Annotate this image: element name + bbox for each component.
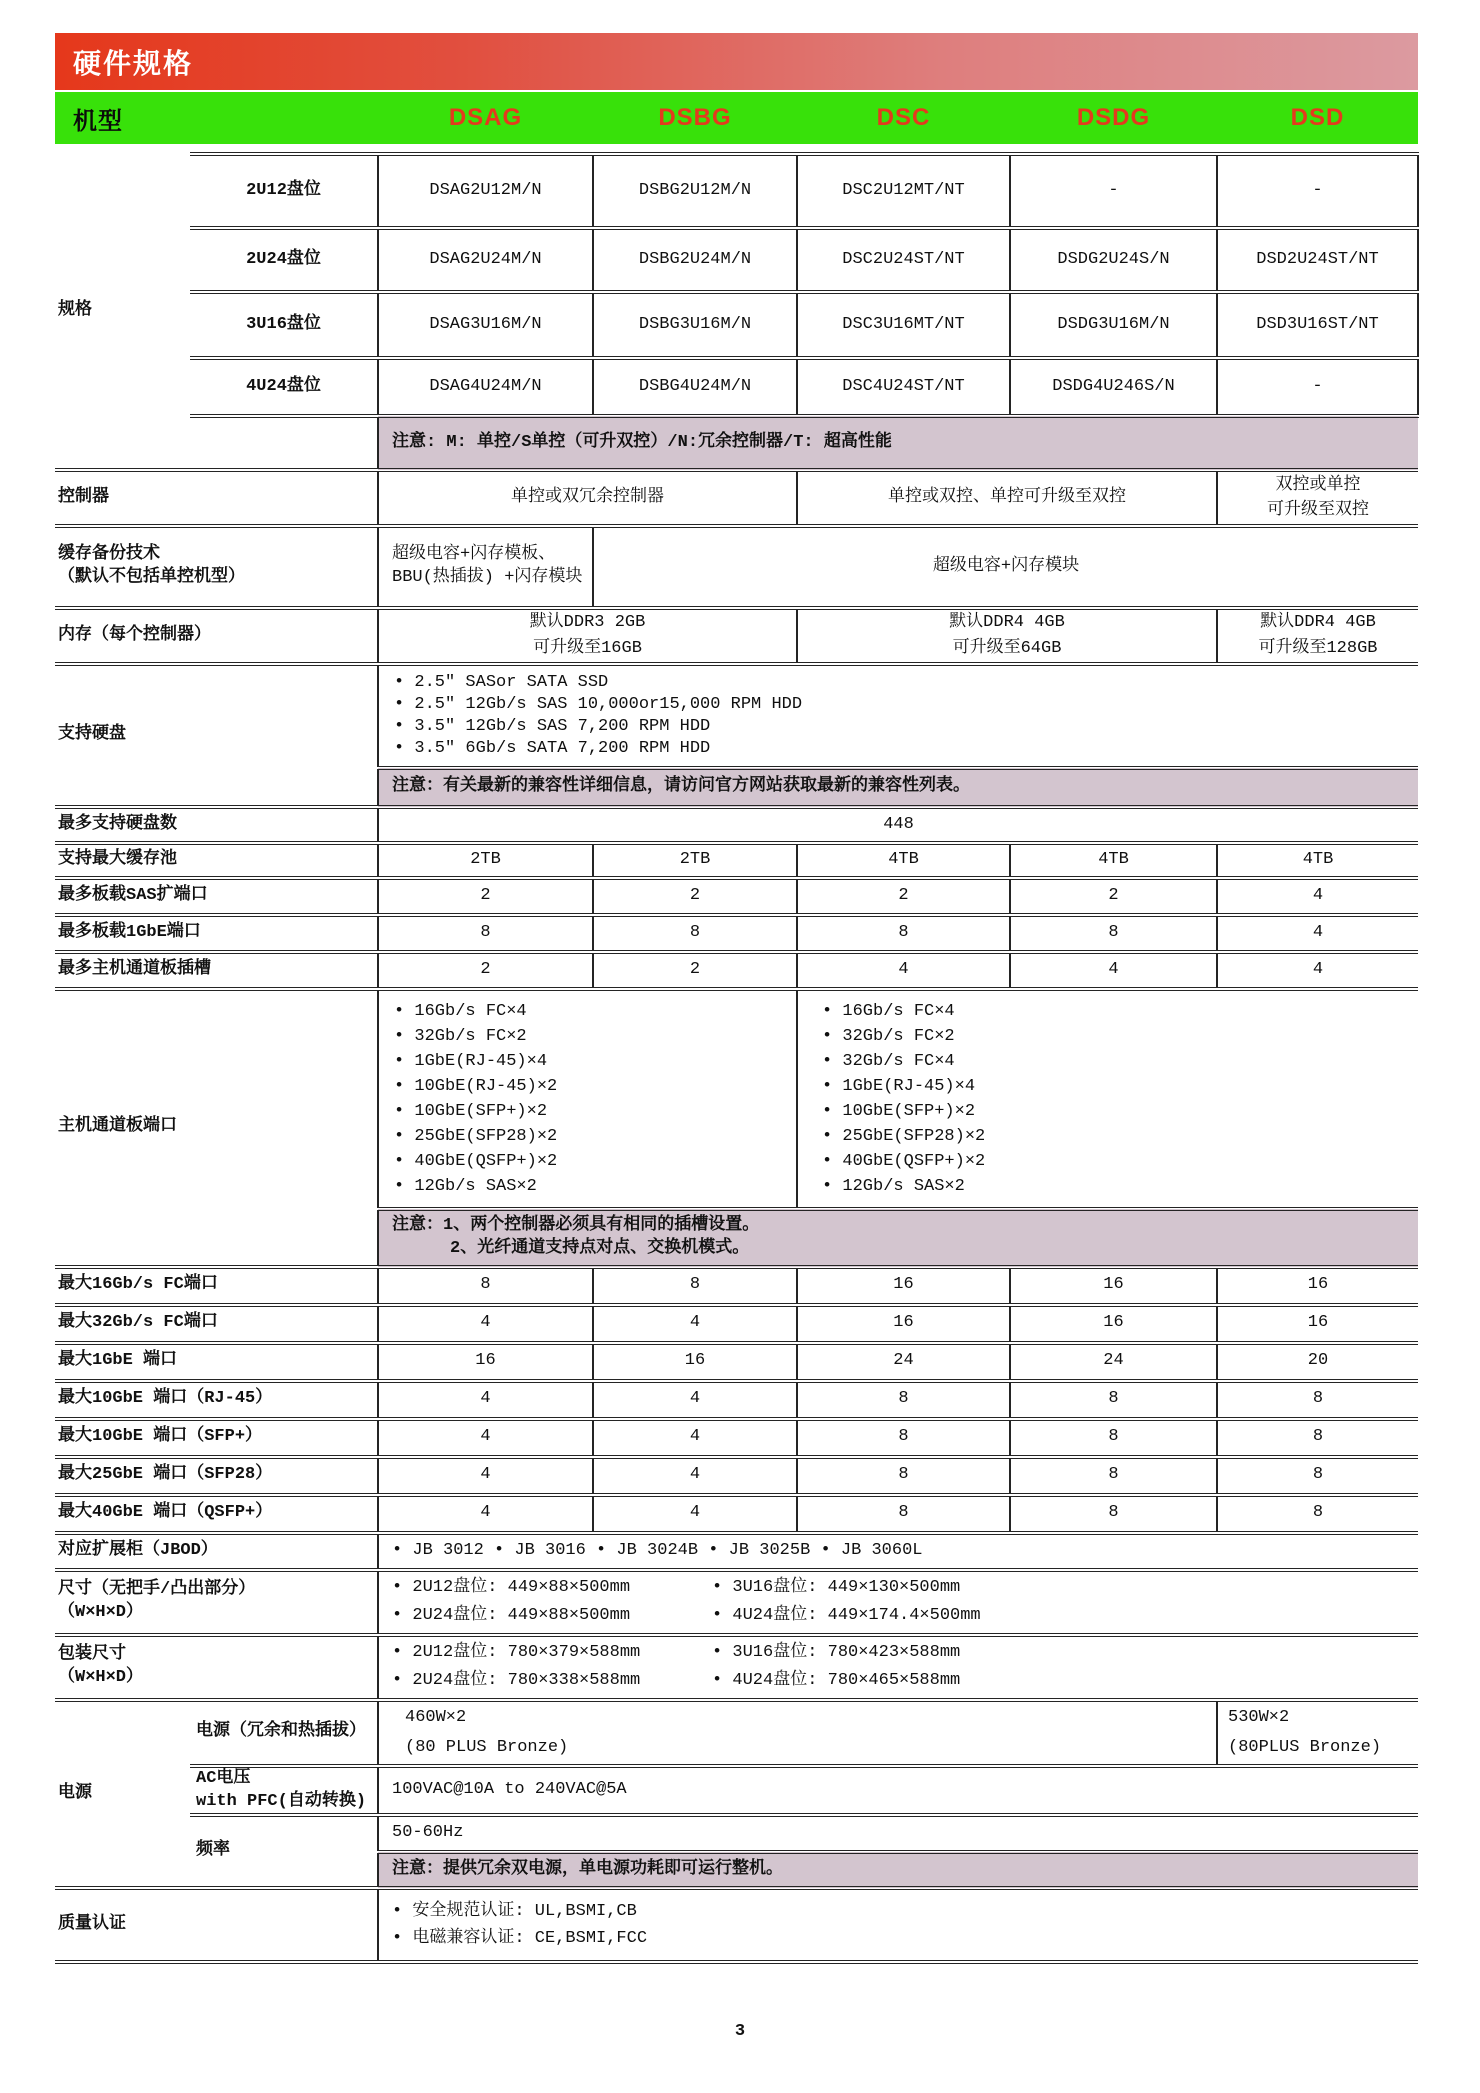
model-row-label: 机型	[73, 107, 123, 135]
table-row	[55, 1533, 1418, 1570]
value-cell: 8	[797, 1419, 1010, 1457]
packaging-item: • 2U12盘位: 780×379×588mm	[392, 1642, 641, 1662]
spec-cell: DSBG2U24M/N	[593, 228, 797, 292]
controller-cell: 单控或双冗余控制器	[378, 470, 797, 526]
spec-cell: -	[1010, 154, 1217, 228]
port-item: • 32Gb/s FC×4	[822, 1052, 955, 1071]
psu-label: 电源（冗余和热插拔）	[190, 1700, 378, 1766]
drive-list	[378, 664, 1418, 768]
spec-cell: DSBG2U12M/N	[593, 154, 797, 228]
host-board-list-right	[797, 989, 1418, 1209]
model-header-bar	[55, 92, 1418, 144]
row-label-max-drives: 最多支持硬盘数	[55, 807, 378, 843]
row-label-cache-backup	[55, 526, 378, 608]
value-cell: 4	[378, 1305, 593, 1343]
memory-line: 默认DDR3 2GB	[529, 613, 646, 632]
row-label-host-boards: 主机通道板端口	[55, 989, 378, 1267]
table-row	[55, 1815, 1418, 1852]
empty-cell	[190, 416, 378, 470]
port-item: • 16Gb/s FC×4	[822, 1002, 955, 1021]
dimension-item: • 4U24盘位: 449×174.4×500mm	[712, 1605, 981, 1625]
psu-dsd-cell	[1217, 1700, 1418, 1766]
row-label: 支持最大缓存池	[55, 843, 378, 878]
label-line: 缓存备份技术	[58, 545, 160, 565]
row-label: 最多主机通道板插槽	[55, 952, 378, 989]
row-label: 最大10GbE 端口（SFP+）	[55, 1419, 378, 1457]
value-cell: 8	[1217, 1495, 1418, 1533]
port-item: • 32Gb/s FC×2	[822, 1027, 955, 1046]
value-cell: 4TB	[1217, 843, 1418, 878]
value-cell: 8	[1217, 1381, 1418, 1419]
table-row	[55, 228, 1418, 292]
model-name-dsbg: DSBG	[658, 104, 732, 131]
spec-cell: DSAG2U24M/N	[378, 228, 593, 292]
controller-line: 双控或单控	[1275, 476, 1361, 495]
power-note: 注意：提供冗余双电源，单电源功耗即可运行整机。	[378, 1852, 1418, 1888]
table-row	[55, 1888, 1418, 1962]
table-row	[55, 526, 1418, 608]
table-row	[55, 1766, 1418, 1816]
psu-line: 460W×2	[405, 1707, 467, 1727]
table-row	[55, 989, 1418, 1209]
table-row	[55, 292, 1418, 358]
table-row	[55, 1457, 1418, 1495]
memory-line: 可升级至64GB	[952, 639, 1062, 658]
value-cell: 8	[593, 915, 797, 952]
table-row	[55, 1343, 1418, 1381]
ac-voltage-label	[190, 1766, 378, 1816]
value-cell: 4	[378, 1457, 593, 1495]
label-line: （默认不包括单控机型）	[58, 568, 245, 587]
port-item: • 12Gb/s SAS×2	[394, 1177, 537, 1196]
table-row	[55, 843, 1418, 878]
row-label: 最多板载1GbE端口	[55, 915, 378, 952]
value-cell: 16	[1010, 1267, 1217, 1305]
label-line: （W×H×D）	[58, 1603, 144, 1623]
memory-line: 默认DDR4 4GB	[1260, 613, 1376, 632]
spec-cell: DSBG3U16M/N	[593, 292, 797, 358]
spec-cell: DSC3U16MT/NT	[797, 292, 1010, 358]
value-cell: 16	[1217, 1305, 1418, 1343]
spec-cell: DSC2U24ST/NT	[797, 228, 1010, 292]
value-cell: 16	[1217, 1267, 1418, 1305]
label-line: 尺寸（无把手/凸出部分）	[58, 1580, 256, 1600]
ac-voltage-value: 100VAC@10A to 240VAC@5A	[378, 1766, 1418, 1816]
controller-cell	[1217, 470, 1418, 526]
value-cell: 4TB	[1010, 843, 1217, 878]
value-cell: 2	[797, 878, 1010, 915]
packaging-item: • 3U16盘位: 780×423×588mm	[712, 1642, 961, 1662]
port-item: • 40GbE(QSFP+)×2	[394, 1152, 558, 1171]
value-cell: 2	[593, 878, 797, 915]
row-label: 最大16Gb/s FC端口	[55, 1267, 378, 1305]
psu-line: 530W×2	[1228, 1707, 1290, 1727]
certification-item: • 电磁兼容认证: CE,BSMI,FCC	[392, 1929, 648, 1949]
drive-compatibility-note: 注意：有关最新的兼容性详细信息，请访问官方网站获取最新的兼容性列表。	[378, 768, 1418, 807]
label-line: （W×H×D）	[58, 1668, 144, 1688]
label-line: 包装尺寸	[58, 1645, 126, 1665]
row-label: 最多板载SAS扩端口	[55, 878, 378, 915]
value-cell: 2	[1010, 878, 1217, 915]
table-row	[55, 807, 1418, 843]
spec-cell: DSDG2U24S/N	[1010, 228, 1217, 292]
value-cell: 2TB	[593, 843, 797, 878]
value-cell: 8	[797, 915, 1010, 952]
spec-cell: DSAG3U16M/N	[378, 292, 593, 358]
dimension-item: • 2U12盘位: 449×88×500mm	[392, 1577, 631, 1597]
spec-cell: DSAG2U12M/N	[378, 154, 593, 228]
table-row	[55, 664, 1418, 768]
value-cell: 8	[797, 1457, 1010, 1495]
spec-cell: DSBG4U24M/N	[593, 358, 797, 416]
port-item: • 10GbE(SFP+)×2	[822, 1102, 976, 1121]
value-cell: 8	[1010, 1419, 1217, 1457]
jbod-list: • JB 3012 • JB 3016 • JB 3024B • JB 3025B • JB 3060L	[378, 1533, 1418, 1570]
spec-cell: DSD3U16ST/NT	[1217, 292, 1418, 358]
value-cell: 4	[593, 1305, 797, 1343]
label-line: with PFC(自动转换)	[196, 1791, 367, 1811]
table-row	[55, 1267, 1418, 1305]
spec-cell: DSDG3U16M/N	[1010, 292, 1217, 358]
row-label: 最大32Gb/s FC端口	[55, 1305, 378, 1343]
value-cell: 8	[593, 1267, 797, 1305]
value-cell: 16	[1010, 1305, 1217, 1343]
value-cell: 8	[1010, 1495, 1217, 1533]
cache-cell-dsag: 超级电容+闪存模板、BBU(热插拔) +闪存模块	[378, 526, 593, 608]
row-label-jbod: 对应扩展柜（JBOD）	[55, 1533, 378, 1570]
value-cell: 4	[1217, 952, 1418, 989]
bay-label: 2U12盘位	[190, 154, 378, 228]
bay-label: 3U16盘位	[190, 292, 378, 358]
page-number: 3	[734, 2022, 746, 2041]
packaging-item: • 4U24盘位: 780×465×588mm	[712, 1670, 961, 1690]
value-cell: 2	[378, 878, 593, 915]
value-cell: 8	[1010, 1381, 1217, 1419]
table-row	[55, 358, 1418, 416]
port-item: • 1GbE(RJ-45)×4	[822, 1077, 976, 1096]
drive-item: • 2.5" SASor SATA SSD	[394, 673, 609, 692]
psu-line: (80 PLUS Bronze)	[405, 1737, 569, 1757]
memory-cell	[797, 608, 1217, 664]
drive-item: • 3.5" 12Gb/s SAS 7,200 RPM HDD	[394, 717, 711, 736]
model-name-dsc: DSC	[876, 104, 931, 131]
value-cell: 8	[378, 1267, 593, 1305]
spec-cell: -	[1217, 154, 1418, 228]
frequency-label: 频率	[190, 1815, 378, 1888]
value-cell: 8	[1217, 1419, 1418, 1457]
spec-cell: DSC4U24ST/NT	[797, 358, 1010, 416]
spec-cell: DSAG4U24M/N	[378, 358, 593, 416]
hardware-spec-table	[55, 152, 1419, 1964]
value-cell: 4	[593, 1419, 797, 1457]
value-cell: 16	[797, 1305, 1010, 1343]
table-row	[55, 1635, 1418, 1700]
value-cell: 4	[593, 1495, 797, 1533]
value-cell: 4TB	[797, 843, 1010, 878]
host-board-note	[378, 1209, 1418, 1267]
value-cell: 4	[593, 1457, 797, 1495]
table-row	[55, 416, 1418, 470]
value-cell: 4	[1217, 915, 1418, 952]
drive-item: • 2.5" 12Gb/s SAS 10,000or15,000 RPM HDD	[394, 695, 803, 714]
port-item: • 25GbE(SFP28)×2	[822, 1127, 986, 1146]
table-row	[55, 878, 1418, 915]
value-cell: 2	[378, 952, 593, 989]
row-label: 最大1GbE 端口	[55, 1343, 378, 1381]
row-label-packaging	[55, 1635, 378, 1700]
table-row	[55, 915, 1418, 952]
value-cell: 8	[797, 1495, 1010, 1533]
frequency-value: 50-60Hz	[378, 1815, 1418, 1852]
value-cell: 8	[1010, 915, 1217, 952]
value-cell: 4	[797, 952, 1010, 989]
value-cell: 20	[1217, 1343, 1418, 1381]
cache-cell-others: 超级电容+闪存模块	[593, 526, 1418, 608]
value-cell: 8	[1217, 1457, 1418, 1495]
psu-main-cell	[378, 1700, 1217, 1766]
value-cell: 16	[378, 1343, 593, 1381]
port-item: • 10GbE(RJ-45)×2	[394, 1077, 558, 1096]
host-board-list-left	[378, 989, 797, 1209]
value-cell: 4	[378, 1495, 593, 1533]
packaging-cell	[378, 1635, 1418, 1700]
value-cell: 16	[797, 1267, 1010, 1305]
value-cell: 24	[797, 1343, 1010, 1381]
table-row	[55, 1570, 1418, 1635]
port-item: • 10GbE(SFP+)×2	[394, 1102, 548, 1121]
value-cell: 16	[593, 1343, 797, 1381]
table-row	[55, 1419, 1418, 1457]
value-cell: 4	[1217, 878, 1418, 915]
bay-label: 4U24盘位	[190, 358, 378, 416]
memory-line: 可升级至16GB	[533, 639, 642, 658]
row-label: 最大10GbE 端口（RJ-45）	[55, 1381, 378, 1419]
value-cell: 4	[1010, 952, 1217, 989]
value-cell: 2TB	[378, 843, 593, 878]
table-row	[55, 952, 1418, 989]
table-row	[55, 1700, 1418, 1766]
certification-item: • 安全规范认证: UL,BSMI,CB	[392, 1902, 637, 1922]
value-cell: 4	[593, 1381, 797, 1419]
port-item: • 40GbE(QSFP+)×2	[822, 1152, 986, 1171]
row-label: 最大25GbE 端口（SFP28）	[55, 1457, 378, 1495]
row-label: 最大40GbE 端口（QSFP+）	[55, 1495, 378, 1533]
page-title: 硬件规格	[73, 47, 194, 79]
table-row	[55, 608, 1418, 664]
max-drives-value: 448	[378, 807, 1418, 843]
port-item: • 32Gb/s FC×2	[394, 1027, 527, 1046]
memory-cell	[378, 608, 797, 664]
dimension-item: • 3U16盘位: 449×130×500mm	[712, 1577, 961, 1597]
bay-label: 2U24盘位	[190, 228, 378, 292]
port-item: • 12Gb/s SAS×2	[822, 1177, 965, 1196]
psu-line: (80PLUS Bronze)	[1228, 1737, 1382, 1757]
row-label-spec: 规格	[58, 300, 92, 320]
table-row	[55, 470, 1418, 526]
note-line: 2、光纤通道支持点对点、交换机模式。	[450, 1238, 750, 1258]
controller-cell: 单控或双控、单控可升级至双控	[797, 470, 1217, 526]
label-line: AC电压	[196, 1768, 251, 1788]
spec-note: 注意: M: 单控/S单控（可升双控）/N:冗余控制器/T: 超高性能	[378, 416, 1418, 470]
memory-line: 默认DDR4 4GB	[949, 613, 1065, 632]
dimensions-cell	[378, 1570, 1418, 1635]
model-name-dsdg: DSDG	[1076, 104, 1151, 131]
table-row	[55, 154, 1418, 228]
row-label-memory: 内存（每个控制器）	[55, 608, 378, 664]
model-name-dsag: DSAG	[448, 104, 523, 131]
quality-list	[378, 1888, 1418, 1962]
memory-line: 可升级至128GB	[1258, 639, 1378, 658]
drive-item: • 3.5" 6Gb/s SATA 7,200 RPM HDD	[394, 739, 711, 758]
model-name-dsd: DSD	[1290, 104, 1345, 131]
port-item: • 1GbE(RJ-45)×4	[394, 1052, 548, 1071]
port-item: • 25GbE(SFP28)×2	[394, 1127, 558, 1146]
table-row	[55, 1381, 1418, 1419]
row-label-dimensions	[55, 1570, 378, 1635]
note-line: 注意：1、两个控制器必须具有相同的插槽设置。	[392, 1216, 760, 1235]
value-cell: 2	[593, 952, 797, 989]
value-cell: 8	[1010, 1457, 1217, 1495]
dimension-item: • 2U24盘位: 449×88×500mm	[392, 1605, 631, 1625]
value-cell: 8	[797, 1381, 1010, 1419]
value-cell: 24	[1010, 1343, 1217, 1381]
spec-cell: DSC2U12MT/NT	[797, 154, 1010, 228]
table-row	[55, 1305, 1418, 1343]
memory-cell	[1217, 608, 1418, 664]
packaging-item: • 2U24盘位: 780×338×588mm	[392, 1670, 641, 1690]
value-cell: 4	[378, 1419, 593, 1457]
value-cell: 4	[378, 1381, 593, 1419]
spec-cell: DSDG4U246S/N	[1010, 358, 1217, 416]
value-cell: 8	[378, 915, 593, 952]
controller-line: 可升级至双控	[1267, 501, 1369, 520]
row-label-quality: 质量认证	[55, 1888, 378, 1962]
section-header-bar	[55, 33, 1418, 90]
row-label-supported-drives: 支持硬盘	[55, 664, 378, 807]
spec-cell: -	[1217, 358, 1418, 416]
row-label-controller: 控制器	[55, 470, 378, 526]
table-row	[55, 1495, 1418, 1533]
spec-cell: DSD2U24ST/NT	[1217, 228, 1418, 292]
port-item: • 16Gb/s FC×4	[394, 1002, 527, 1021]
row-label-power: 电源	[55, 1700, 190, 1889]
